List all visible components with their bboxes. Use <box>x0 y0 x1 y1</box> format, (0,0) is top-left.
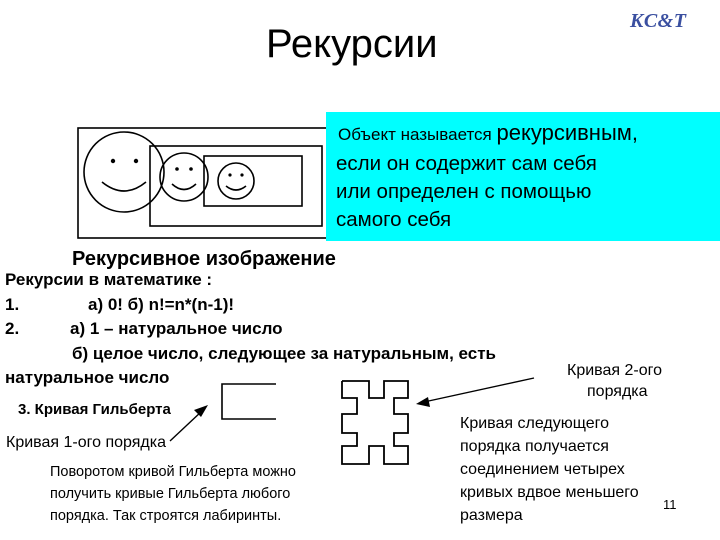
arrow-to-order-2 <box>416 378 534 407</box>
slide-title: Рекурсии <box>266 22 438 66</box>
definition-line-1 <box>338 120 638 146</box>
definition-line-4: самого себя <box>336 208 452 231</box>
kct-logo: KC&T <box>630 10 687 32</box>
next-order-note-line-1: Кривая следующего <box>460 415 609 432</box>
arrow-to-order-1 <box>170 405 208 441</box>
math-item-1-number: 1. <box>5 295 20 314</box>
hilbert-heading: 3. Кривая Гильберта <box>18 401 171 418</box>
medium-face <box>160 153 208 201</box>
large-face <box>84 132 164 212</box>
hilbert-curve-order-2 <box>342 381 408 464</box>
next-order-note-line-3: соединением четырех <box>460 461 625 478</box>
math-heading: Рекурсии в математике : <box>5 270 213 289</box>
math-item-1-text: а) 0! б) n!=n*(n-1)! <box>88 295 235 314</box>
rotation-note-line-1: Поворотом кривой Гильберта можно <box>50 464 296 480</box>
page-number: 11 <box>663 497 677 512</box>
math-item-2-end: натуральное число <box>5 368 170 387</box>
definition-line-2: если он содержит сам себя <box>336 152 597 175</box>
next-order-note-line-4: кривых вдвое меньшего <box>460 484 639 501</box>
recursive-image-caption: Рекурсивное изображение <box>72 248 336 270</box>
next-order-note-line-5: размера <box>460 507 523 524</box>
math-item-2-continuation: б) целое число, следующее за натуральным, есть <box>72 344 497 363</box>
definition-prefix: Объект называется <box>338 125 497 144</box>
math-item-2-text: а) 1 – натуральное число <box>70 319 283 338</box>
order-2-label-line-2: порядка <box>587 383 648 400</box>
definition-term: рекурсивным, <box>496 120 639 145</box>
order-1-label: Кривая 1-ого порядка <box>6 434 166 451</box>
recursive-image <box>78 128 348 238</box>
rotation-note-line-3: порядка. Так строятся лабиринты. <box>50 508 282 524</box>
order-2-label-line-1: Кривая 2-ого <box>567 362 662 379</box>
small-face <box>218 163 254 199</box>
definition-line-3: или определен с помощью <box>336 180 592 203</box>
rotation-note-line-2: получить кривые Гильберта любого <box>50 486 291 502</box>
outer-frame <box>78 128 348 238</box>
next-order-note-line-2: порядка получается <box>460 438 609 455</box>
math-item-2-number: 2. <box>5 319 20 338</box>
hilbert-curve-order-1 <box>222 384 276 419</box>
definition-callout <box>326 112 720 241</box>
